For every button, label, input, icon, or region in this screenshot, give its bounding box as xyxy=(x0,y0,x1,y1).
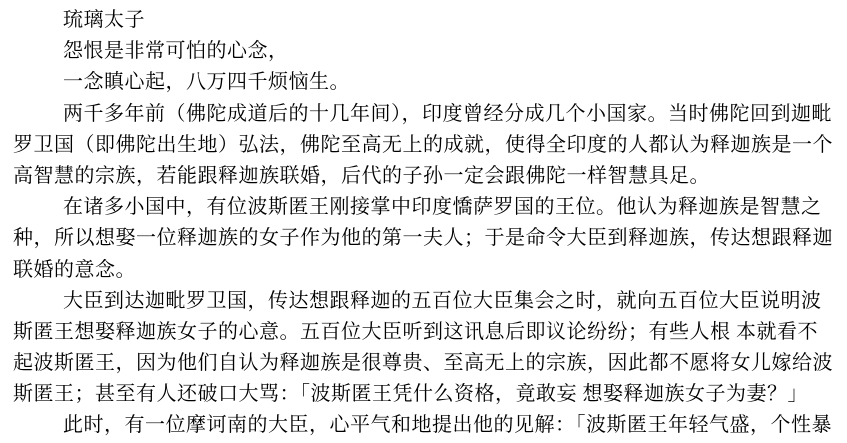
text-line: 罗卫国（即佛陀出生地）弘法，佛陀至高无上的成就，使得全印度的人都认为释迦族是一个 xyxy=(13,133,833,156)
text-line: 联婚的意念。 xyxy=(13,258,136,281)
text-line: 大臣到达迦毗罗卫国，传达想跟释迦的五百位大臣集会之时，就向五百位大臣说明波 xyxy=(63,289,822,312)
text-line: 此时，有一位摩诃南的大臣，心平气和地提出他的见解：「波斯匿王年轻气盛，个性暴 xyxy=(63,414,832,437)
text-line: 高智慧的宗族，若能跟释迦族联婚，后代的子孙一定会跟佛陀一样智慧具足。 xyxy=(13,164,710,187)
text-line: 两千多年前（佛陀成道后的十几年间），印度曾经分成几个小国家。当时佛陀回到迦毗 xyxy=(63,102,832,125)
text-line: 斯匿王；甚至有人还破口大骂：「波斯匿王凭什么资格，竟敢妄 想娶释迦族女子为妻？」 xyxy=(13,383,808,406)
text-line: 种，所以想娶一位释迦族的女子作为他的第一夫人；于是命令大臣到释迦族，传达想跟释迦 xyxy=(13,227,833,250)
text-line: 一念瞋心起，八万四千烦恼生。 xyxy=(63,71,350,94)
text-line: 在诸多小国中，有位波斯匿王刚接掌中印度憍萨罗国的王位。他认为释迦族是智慧之 xyxy=(63,196,822,219)
text-line: 起波斯匿王，因为他们自认为释迦族是很尊贵、至高无上的宗族，因此都不愿将女儿嫁给波 xyxy=(13,352,833,375)
text-line: 斯匿王想娶释迦族女子的心意。五百位大臣听到这讯息后即议论纷纷；有些人根 本就看不 xyxy=(13,320,818,343)
document-title-line: 琉璃太子 xyxy=(63,9,145,31)
text-line: 怨恨是非常可怕的心念， xyxy=(63,40,289,63)
